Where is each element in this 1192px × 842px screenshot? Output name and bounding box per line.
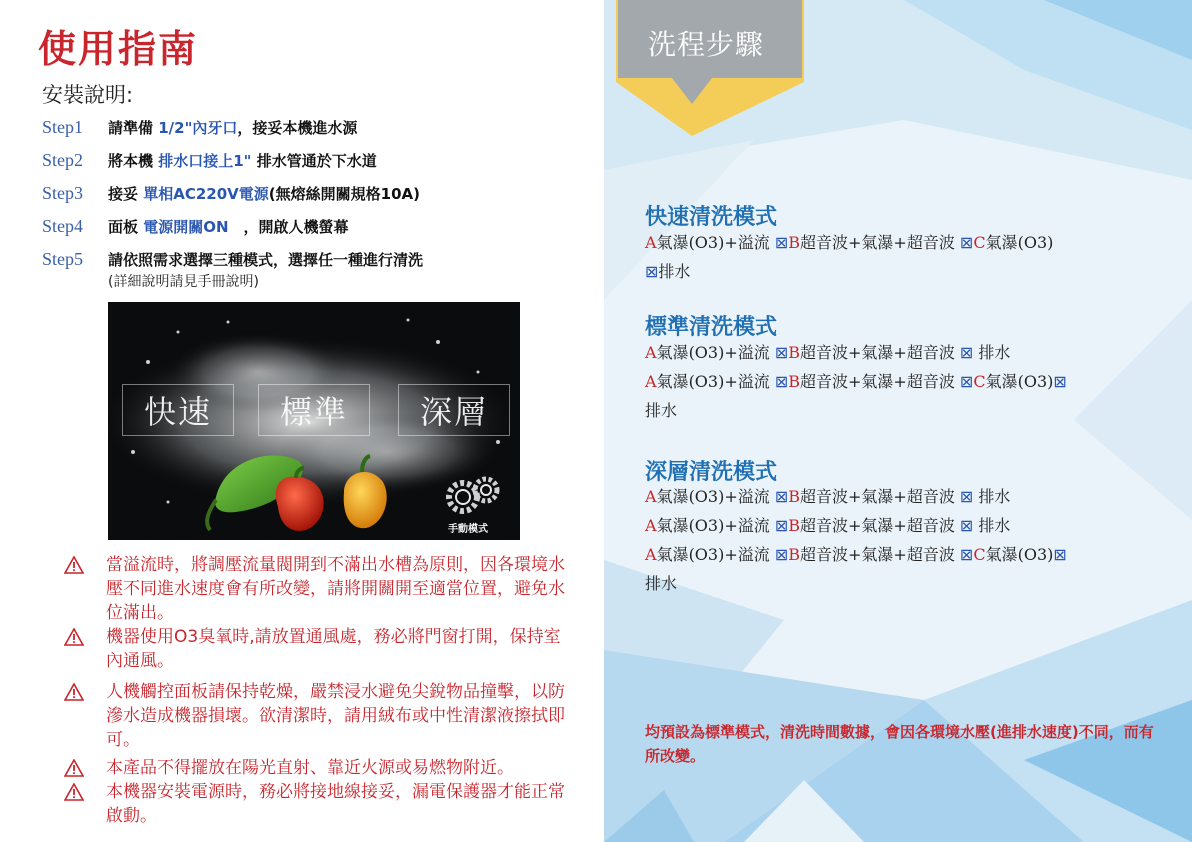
warning-triangle-icon (64, 683, 84, 701)
arrow-box-icon: ⊠ (774, 545, 789, 564)
arrow-box-icon: ⊠ (774, 233, 789, 252)
arrow-box-icon: ⊠ (1053, 372, 1067, 391)
process-steps-title: 洗程步驟 (648, 28, 765, 61)
arrow-box-icon: ⊠ (959, 487, 974, 506)
arrow-box-icon: ⊠ (1053, 545, 1067, 564)
process-line: A氣瀑(O3)+溢流 ⊠B超音波+氣瀑+超音波 ⊠C氣瀑(O3)⊠ (645, 545, 1067, 564)
standard-mode-title: 標準清洗模式 (645, 315, 778, 340)
arrow-box-icon: ⊠ (774, 487, 789, 506)
deep-mode-title: 深層清洗模式 (645, 460, 778, 485)
process-line: ⊠排水 (645, 262, 691, 281)
warning-triangle-icon (64, 783, 84, 801)
page-title: 使用指南 (38, 27, 199, 71)
step-2 (42, 150, 377, 176)
step-text: 將本機 排水口接上1" 排水管通於下水道 (108, 152, 377, 170)
right-page (604, 0, 1192, 842)
process-line: A氣瀑(O3)+溢流 ⊠B超音波+氣瀑+超音波 ⊠ 排水 (645, 516, 1011, 535)
arrow-box-icon: ⊠ (774, 516, 789, 535)
step-note: (詳細說明請見手冊說明) (108, 274, 259, 290)
step-text: 接妥 單相AC220V電源(無熔絲開關規格10A) (108, 185, 420, 203)
step-3 (42, 183, 420, 209)
step-text: 請準備 1/2"內牙口，接妥本機進水源 (108, 119, 358, 137)
step-label: Step2 (42, 150, 84, 170)
manual-mode-label: 手動模式 (448, 524, 488, 535)
mode-standard-label: 標準 (258, 384, 370, 436)
quick-mode-title: 快速清洗模式 (645, 205, 778, 230)
warning-triangle-icon (64, 628, 84, 646)
step-1 (42, 117, 357, 143)
arrow-box-icon: ⊠ (959, 233, 974, 252)
arrow-box-icon: ⊠ (774, 372, 789, 391)
warning-text: 本機器安裝電源時，務必將接地線接妥，漏電保護器才能正常啟動。 (106, 782, 565, 826)
arrow-box-icon: ⊠ (959, 516, 974, 535)
mode-photo (108, 302, 520, 540)
arrow-box-icon: ⊠ (959, 343, 974, 362)
mode-deep-label: 深層 (398, 384, 510, 436)
arrow-box-icon: ⊠ (645, 262, 659, 281)
installation-subtitle: 安裝說明: (42, 83, 134, 107)
footer-note: 均預設為標準模式，清洗時間數據，會因各環境水壓(進排水速度)不同，而有所改變。 (645, 723, 1154, 765)
process-line: 排水 (645, 401, 678, 420)
step-label: Step3 (42, 183, 84, 203)
step-text: 請依照需求選擇三種模式，選擇任一種進行清洗 (108, 251, 424, 269)
warning-text: 機器使用O3臭氧時,請放置通風處，務必將門窗打開，保持室內通風。 (106, 627, 561, 671)
arrow-box-icon: ⊠ (774, 343, 789, 362)
warning-text: 人機觸控面板請保持乾燥，嚴禁浸水避免尖銳物品撞擊，以防滲水造成機器損壞。欲清潔時，請用絨布或中性清潔液擦拭即可。 (106, 682, 565, 750)
step-label: Step5 (42, 249, 84, 269)
warning-triangle-icon (64, 759, 84, 777)
mode-quick-label: 快速 (122, 384, 234, 436)
process-line: A氣瀑(O3)+溢流 ⊠B超音波+氣瀑+超音波 ⊠C氣瀑(O3)⊠ (645, 372, 1067, 391)
process-line: A氣瀑(O3)+溢流 ⊠B超音波+氣瀑+超音波 ⊠C氣瀑(O3) (645, 233, 1054, 252)
warning-text: 當溢流時，將調壓流量閥開到不滿出水槽為原則，因各環境水壓不同進水速度會有所改變，請將開關開至適當位置，避免水位滿出。 (106, 555, 565, 623)
process-line: 排水 (645, 574, 678, 593)
process-line: A氣瀑(O3)+溢流 ⊠B超音波+氣瀑+超音波 ⊠ 排水 (645, 487, 1011, 506)
warning-triangle-icon (64, 556, 84, 574)
warning-text: 本產品不得擺放在陽光直射、靠近火源或易燃物附近。 (106, 758, 514, 778)
title-banner (616, 0, 804, 136)
step-4 (42, 216, 349, 242)
step-label: Step1 (42, 117, 84, 137)
step-text: 面板 電源開關ON ，開啟人機螢幕 (108, 218, 349, 236)
arrow-box-icon: ⊠ (959, 372, 974, 391)
arrow-box-icon: ⊠ (959, 545, 974, 564)
step-5 (42, 249, 424, 290)
step-label: Step4 (42, 216, 84, 236)
process-line: A氣瀑(O3)+溢流 ⊠B超音波+氣瀑+超音波 ⊠ 排水 (645, 343, 1011, 362)
